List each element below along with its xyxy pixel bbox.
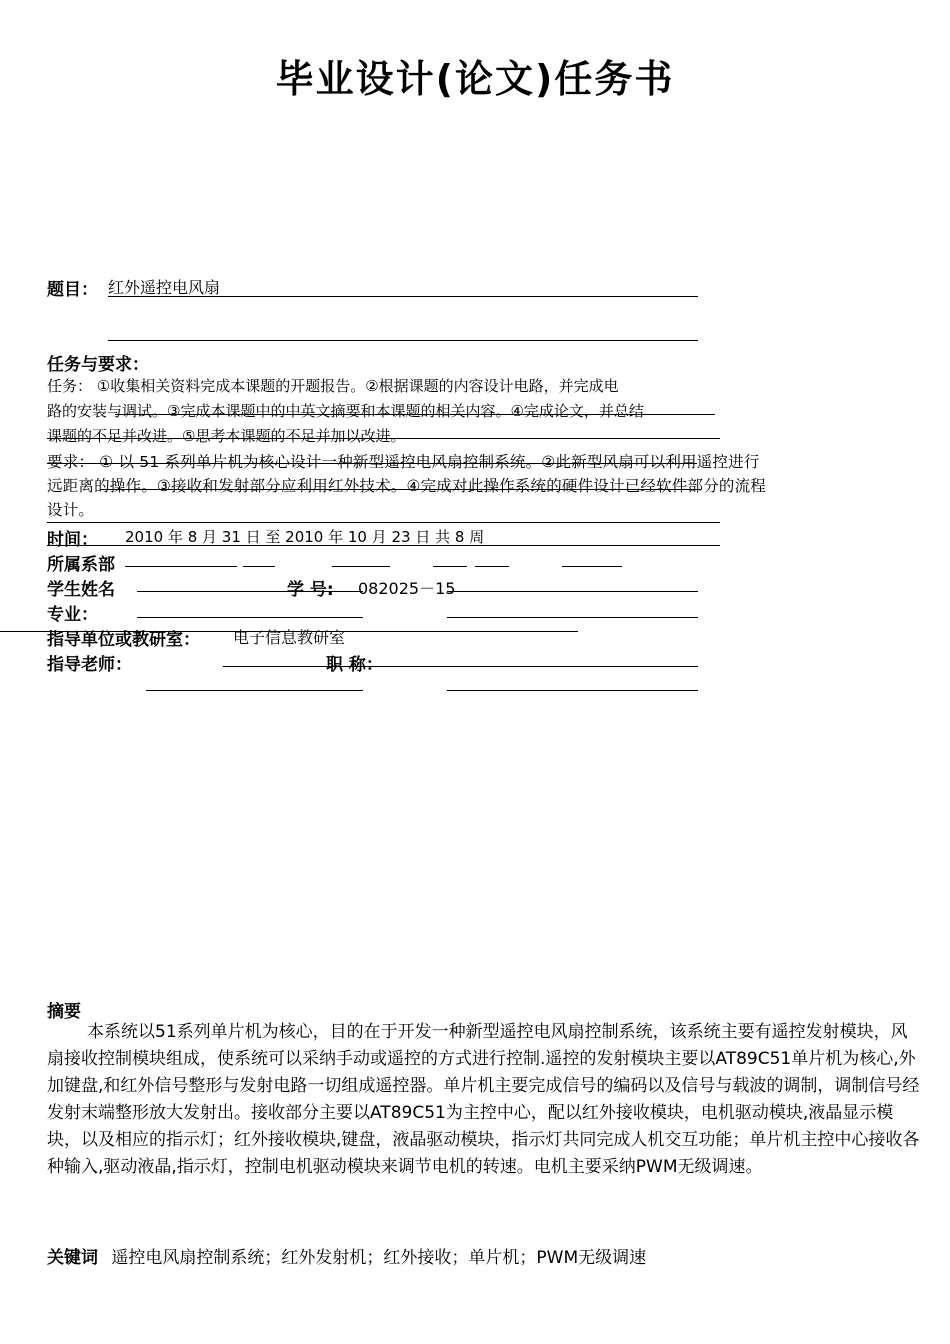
- time-underline: [47, 545, 720, 546]
- advisor-line-2: [146, 690, 363, 691]
- req-underline: [100, 489, 700, 490]
- student-name-label: 学生姓名: [47, 580, 115, 600]
- major-label: 专业：: [47, 605, 98, 625]
- department-line-4: [433, 566, 467, 567]
- topic-underline-2: [108, 340, 698, 341]
- department-line-6: [562, 566, 622, 567]
- keywords-value: 遥控电风扇控制系统；红外发射机；红外接收；单片机；PWM无级调速: [111, 1248, 647, 1268]
- abstract-heading: 摘要: [47, 1002, 81, 1022]
- student-id-label: 学 号:: [287, 580, 334, 600]
- major-line-2: [447, 617, 698, 618]
- topic-label: 题目：: [47, 280, 98, 300]
- task-line-2: 路的安装与调试。③完成本课题中的中英文摘要和本课题的相关内容。④完成论文，并总结: [47, 402, 644, 420]
- tasks-heading: 任务与要求：: [47, 355, 149, 375]
- department-line-3: [332, 566, 390, 567]
- keywords-row: [47, 1243, 646, 1268]
- task-strike-line: [115, 414, 715, 415]
- task-line-1: 任务： ①收集相关资料完成本课题的开题报告。②根据课题的内容设计电路，并完成电: [47, 377, 619, 395]
- department-label: 所属系部: [47, 555, 115, 575]
- department-line-5: [475, 566, 509, 567]
- advisor-title-label: 职 称：: [326, 655, 383, 675]
- advisor-line: [223, 666, 698, 667]
- req-bottom-line: [47, 522, 720, 523]
- req-line-2: 远距离的操作。③接收和发射部分应利用红外技术。④完成对此操作系统的硬件设计已经软件部分的流程: [47, 477, 766, 495]
- advisor-line-3: [447, 690, 698, 691]
- topic-value: 红外遥控电风扇: [108, 278, 221, 297]
- document-title: 毕业设计(论文)任务书: [275, 57, 675, 101]
- advisor-label: 指导老师：: [47, 655, 132, 675]
- student-id-line: [447, 591, 698, 592]
- req-line-3: 设计。: [47, 501, 95, 519]
- topic-underline: [108, 296, 698, 297]
- req-strike-line: [47, 463, 697, 464]
- keywords-label: 关键词: [47, 1248, 98, 1268]
- major-line: [137, 617, 363, 618]
- advisor-unit-value: 电子信息教研室: [233, 628, 346, 647]
- department-line-2: [243, 566, 275, 567]
- req-line-1: 要求： ① 以 51 系列单片机为核心设计一种新型遥控电风扇控制系统。②此新型风扇可以利用遥控进行: [47, 453, 760, 471]
- abstract-body: 本系统以51系列单片机为核心，目的在于开发一种新型遥控电风扇控制系统，该系统主要有遥控发射模块，风扇接收控制模块组成，使系统可以采纳手动或遥控的方式进行控制.遥控的发射模块主要以AT89C51单片机为核心,外加键盘,和红外信号整形与发射电路一切组成遥控器。单片机主要完成信号的编码以及信号与载波的调制，调制信号经发射末端整形放大发射出。接收部分主要以AT89C51为主控中心，配以红外接收模块，电机驱动模块,液晶显示模块，以及相应的指示灯；红外接收模块,键盘，液晶驱动模块，指示灯共同完成人机交互功能；单片机主控中心接收各种输入,驱动液晶,指示灯，控制电机驱动模块来调节电机的转速。电机主要采纳PWM无级调速。: [47, 1022, 920, 1177]
- task-underline: [47, 438, 720, 439]
- time-label: 时间：: [47, 530, 98, 550]
- task-line-3: 课题的不足并改进。⑤思考本课题的不足并加以改进。: [47, 427, 406, 445]
- department-line-1: [125, 566, 237, 567]
- student-id-value: 082025－15: [358, 579, 456, 598]
- advisor-unit-label: 指导单位或教研室：: [47, 630, 200, 650]
- time-value: 2010 年 8 月 31 日 至 2010 年 10 月 23 日 共 8 周: [125, 528, 485, 546]
